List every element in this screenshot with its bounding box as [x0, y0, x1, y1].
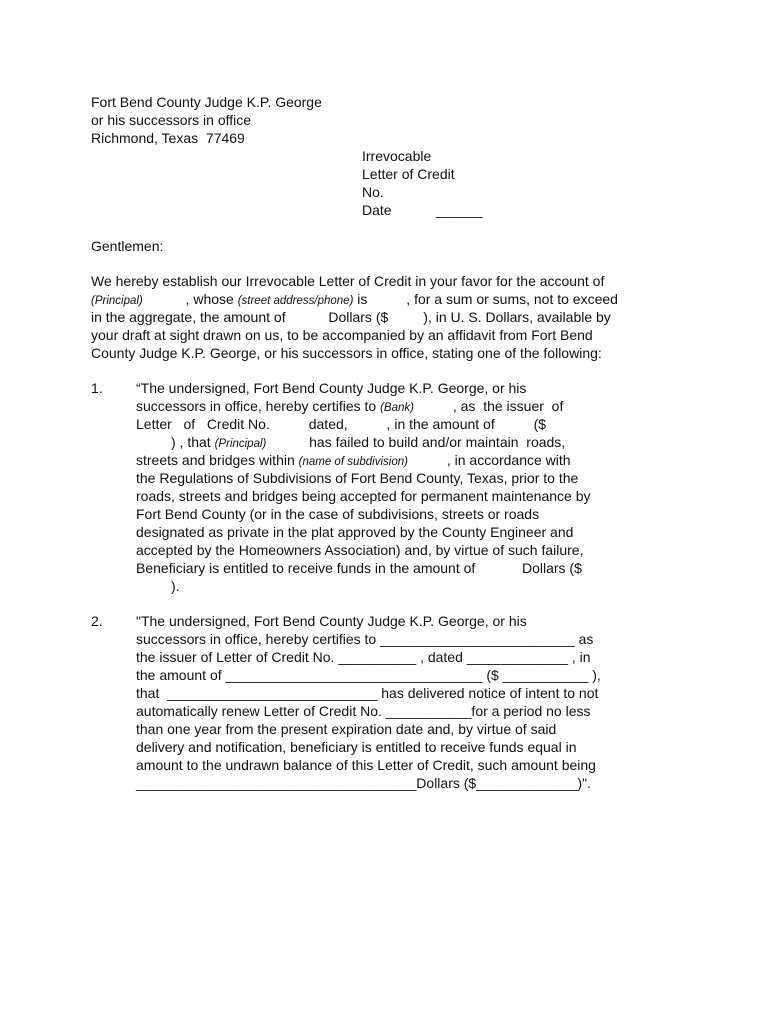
principal-hint: (Principal) [91, 295, 143, 307]
subdivision-hint: (name of subdivision) [298, 456, 408, 468]
item-1-line-12: ). [136, 578, 180, 594]
recipient-office: or his successors in office [91, 112, 252, 128]
item-1-that: ) , that [136, 434, 215, 450]
item-1-line-4 [136, 434, 565, 454]
item-1-line-9: designated as private in the plat approved by the County Engineer and [136, 524, 574, 540]
intro-line-4: your draft at sight drawn on us, to be accompanied by an affidavit from Fort Bend [91, 327, 593, 343]
item-2-line-7: than one year from the present expiration date and, by virtue of said [136, 721, 557, 737]
item-1-within: streets and bridges within [136, 452, 299, 468]
item-1-line-11: Beneficiary is entitled to receive funds in the amount of Dollars ($ [136, 560, 582, 576]
item-1-failed: has failed to build and/or maintain roads, [266, 434, 566, 450]
bank-hint: (Bank) [380, 402, 414, 414]
recipient-city: Richmond, Texas 77469 [91, 130, 245, 146]
item-2-line-4: the amount of _________________________________ ($ ___________ ), [136, 667, 601, 683]
letter-type: Irrevocable [362, 148, 432, 164]
principal-hint: (Principal) [214, 438, 267, 450]
intro-is: is [353, 291, 368, 307]
item-2-line-2: successors in office, hereby certifies to _________________________ as [136, 631, 594, 647]
item-2-number: 2. [91, 613, 103, 629]
address-hint: (street address/phone) [237, 295, 354, 307]
item-2-line-10: ____________________________________Dollars ($_____________)". [136, 775, 591, 791]
item-1-line-1: “The undersigned, Fort Bend County Judge K.P. George, or his [136, 380, 527, 396]
item-1-line-2 [136, 398, 563, 418]
item-2-line-8: delivery and notification, beneficiary is entitled to receive funds equal in [136, 739, 577, 755]
intro-sum: , for a sum or sums, not to exceed [367, 291, 618, 307]
intro-text: We hereby establish our Irrevocable Letter of Credit in your favor for the account of [91, 273, 605, 289]
intro-line-5: County Judge K.P. George, or his successors in office, stating one of the following: [91, 345, 602, 361]
intro-line-3: in the aggregate, the amount of Dollars ($ ), in U. S. Dollars, available by [91, 309, 611, 325]
item-1-line-8: Fort Bend County (or in the case of subdivisions, streets or roads [136, 506, 540, 522]
intro-line-2 [91, 291, 618, 311]
date-label: Date [362, 202, 392, 218]
item-1-line-5 [136, 452, 571, 472]
intro-whose: , whose [142, 291, 238, 307]
item-2-line-9: amount to the undrawn balance of this Letter of Credit, such amount being [136, 757, 596, 773]
item-2-line-3: the issuer of Letter of Credit No. __________ , dated _____________ , in [136, 649, 591, 665]
recipient-name: Fort Bend County Judge K.P. George [91, 94, 322, 110]
item-1-line-10: accepted by the Homeowners Association) and, by virtue of such failure, [136, 542, 584, 558]
letter-number-label: No. [362, 184, 384, 200]
item-1-number: 1. [91, 380, 103, 396]
item-1-accordance: , in accordance with [407, 452, 571, 468]
letter-title: Letter of Credit [362, 166, 455, 182]
item-2-line-5: that ___________________________ has delivered notice of intent to not [136, 685, 599, 701]
item-2-line-1: "The undersigned, Fort Bend County Judge K.P. George, or his [136, 613, 527, 629]
item-1-issuer: , as the issuer of [413, 398, 564, 414]
item-2-line-6: automatically renew Letter of Credit No. ___________for a period no less [136, 703, 591, 719]
salutation: Gentlemen: [91, 238, 164, 254]
intro-line-1 [91, 273, 679, 291]
item-1-certifies: successors in office, hereby certifies to [136, 398, 381, 414]
item-1-line-7: roads, streets and bridges being accepted for permanent maintenance by [136, 488, 591, 504]
item-1-line-3: Letter of Credit No. dated, , in the amount of ($ [136, 416, 547, 432]
item-1-line-6: the Regulations of Subdivisions of Fort Bend County, Texas, prior to the [136, 470, 579, 486]
date-blank: ______ [436, 202, 483, 218]
